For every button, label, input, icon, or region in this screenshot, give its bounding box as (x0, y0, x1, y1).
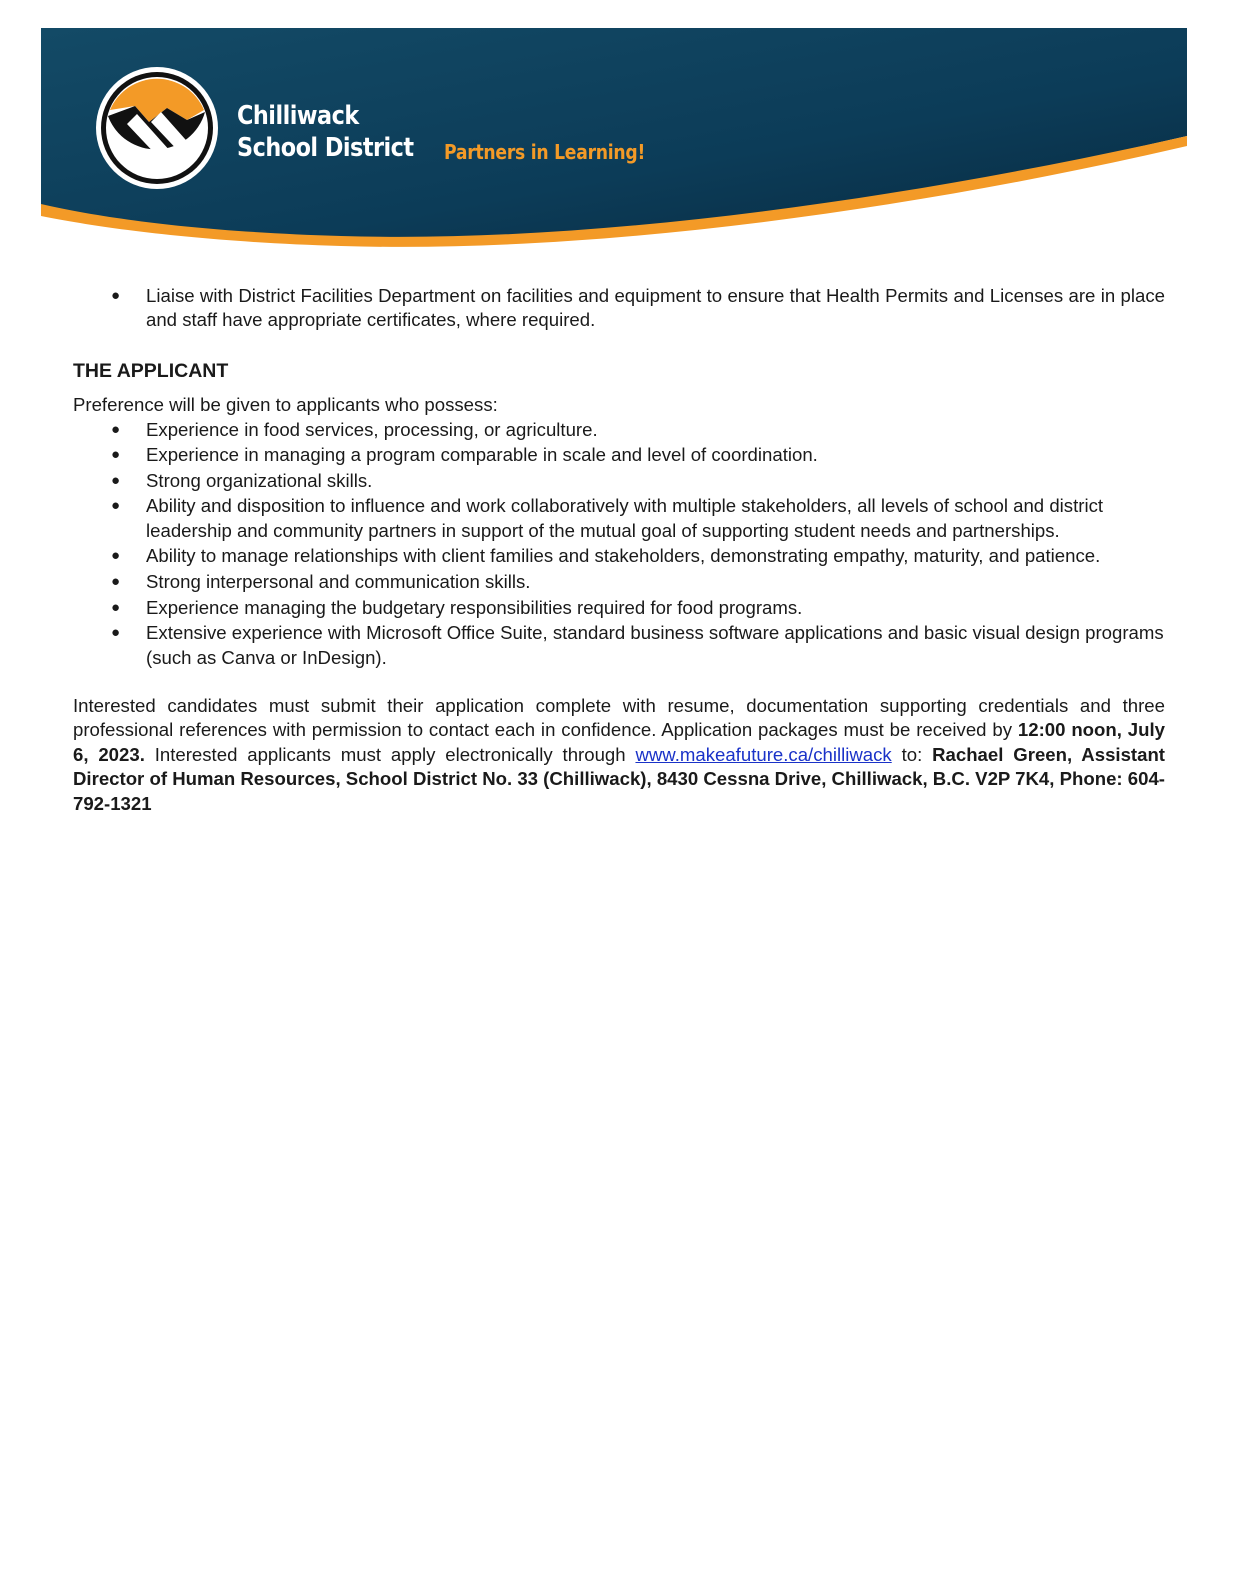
contact-details: Rachael Green, Assistant Director of Human Resources, School District No. 33 (Chilliwack), 8430 Cessna Drive, Chilliwack, B.C. V2P 7K4, Phone: 604-792-1321 (73, 743, 1165, 814)
list-item (73, 469, 1165, 493)
list-item-text: Experience in managing a program comparable in scale and level of coordination. (146, 444, 818, 466)
list-item (73, 443, 1165, 467)
bullet-icon: ● (111, 497, 121, 515)
bullet-icon: ● (111, 471, 121, 489)
district-logo-icon (96, 67, 218, 189)
bullet-icon: ● (111, 446, 121, 464)
list-item (73, 418, 1165, 442)
carryover-list (73, 284, 1165, 333)
list-item (73, 570, 1165, 594)
list-item-text: Strong organizational skills. (146, 469, 373, 491)
district-name-line1: Chilliwack (237, 101, 359, 131)
list-item-text: Experience managing the budgetary responsibilities required for food programs. (146, 596, 803, 618)
bullet-icon: ● (111, 573, 121, 590)
bullet-icon: ● (111, 547, 121, 565)
list-item-text: Extensive experience with Microsoft Office Suite, standard business software applications and basic visual design programs (such as Canva or InDesign). (146, 622, 1164, 668)
application-deadline: 12:00 noon, July 6, 2023. (73, 719, 1165, 765)
list-item (73, 494, 1165, 543)
document-body (73, 284, 1165, 816)
header-banner (41, 28, 1187, 256)
closing-text-2: Interested applicants must apply electronically through (144, 743, 636, 765)
list-item-text: Liaise with District Facilities Department on facilities and equipment to ensure that Health Permits and Licenses are in place and staff have appropriate certificates, where required. (146, 285, 1165, 331)
bullet-icon: ● (111, 420, 121, 438)
list-item-text: Ability and disposition to influence and work collaboratively with multiple stakeholders, all levels of school and district leadership and community partners in support of the mutual goal of supporting student needs and partnerships. (146, 495, 1104, 541)
bullet-icon: ● (111, 598, 121, 616)
closing-text-1: Interested candidates must submit their application complete with resume, documentation supporting credentials and three professional references with permission to contact each in confidence. Application packages must be received by (73, 695, 1165, 741)
list-item (73, 284, 1165, 333)
section-heading: THE APPLICANT (73, 359, 229, 382)
list-item-text: Ability to manage relationships with client families and stakeholders, demonstrating empathy, maturity, and patience. (146, 545, 1101, 567)
bullet-icon: ● (111, 624, 121, 642)
tagline: Partners in Learning! (444, 140, 646, 164)
section-intro: Preference will be given to applicants who possess: (73, 394, 498, 416)
district-name (237, 100, 414, 164)
applicant-qualifications-list (73, 418, 1165, 670)
list-item-text: Strong interpersonal and communication skills. (146, 571, 531, 592)
bullet-icon: ● (111, 287, 121, 304)
closing-text-3: to: (891, 743, 933, 765)
list-item-text: Experience in food services, processing, or agriculture. (146, 418, 598, 440)
list-item (73, 544, 1165, 568)
application-instructions (73, 694, 1165, 816)
list-item (73, 621, 1165, 670)
list-item (73, 596, 1165, 620)
application-link[interactable]: www.makeafuture.ca/chilliwack (635, 743, 892, 765)
district-name-line2: School District (237, 133, 414, 163)
